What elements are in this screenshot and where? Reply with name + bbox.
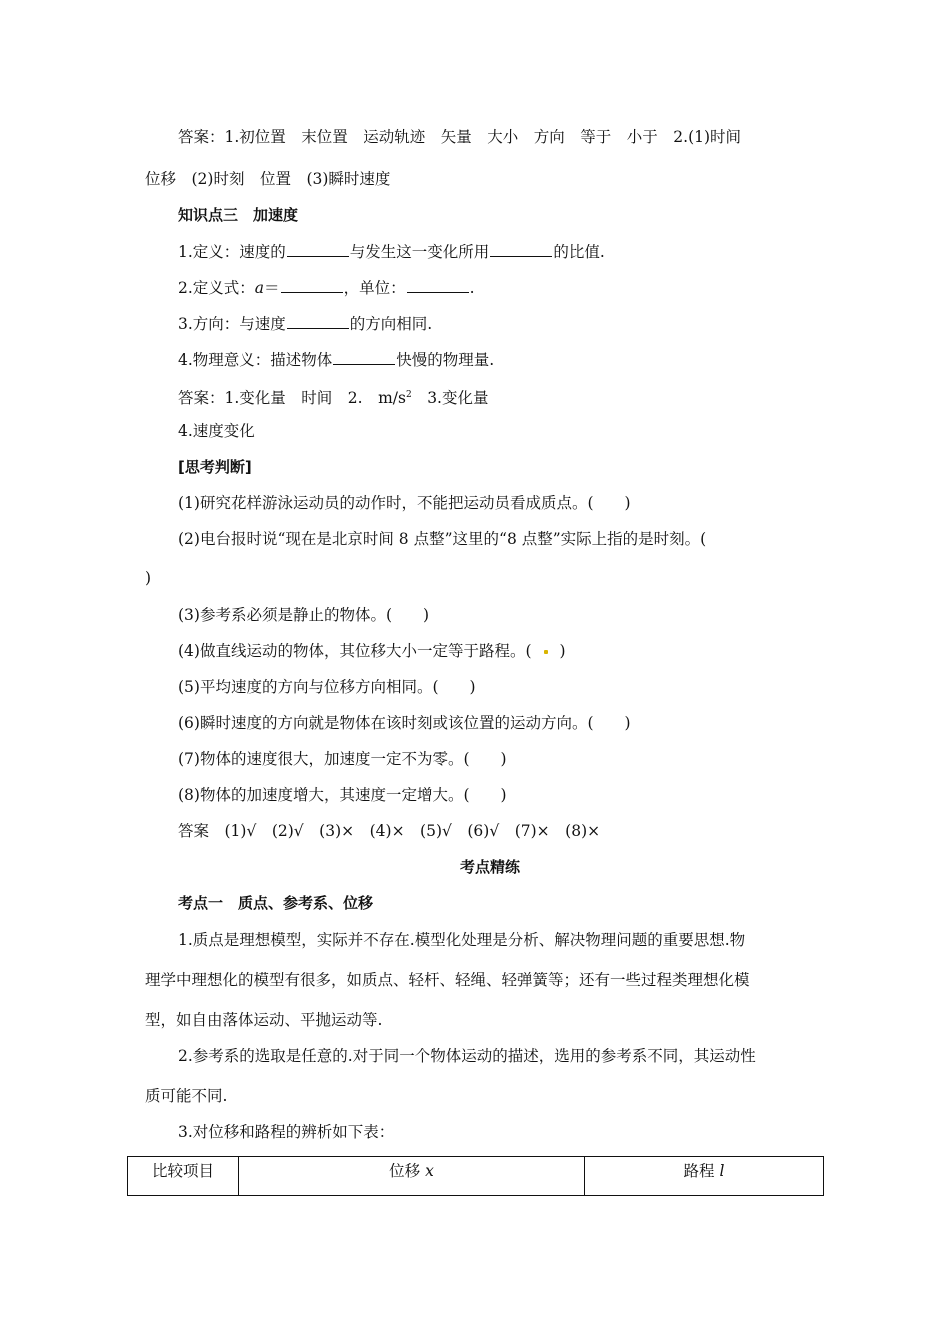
item-text: .	[469, 279, 475, 297]
header-text: 位移	[389, 1162, 426, 1180]
item-text: ，单位：	[343, 279, 406, 297]
paragraph-line: 3.对位移和路程的辨析如下表：	[178, 1123, 395, 1141]
table-header-cell: 比较项目	[128, 1157, 239, 1196]
paragraph-line: 理学中理想化的模型有很多，如质点、轻杆、轻绳、轻弹簧等；还有一些过程类理想化模	[145, 971, 750, 989]
item-text: 的比值.	[553, 243, 605, 261]
dot-mark	[544, 650, 548, 654]
question-item: (1)研究花样游泳运动员的动作时，不能把运动员看成质点。( )	[178, 494, 631, 512]
question-item: )	[145, 569, 152, 587]
question-item: (5)平均速度的方向与位移方向相同。( )	[178, 678, 476, 696]
section-title: 知识点三 加速度	[178, 206, 299, 224]
question-item: (7)物体的速度很大，加速度一定不为零。( )	[178, 750, 507, 768]
answer-line: 答案：1.初位置 末位置 运动轨迹 矢量 大小 方向 等于 小于 2.(1)时间	[178, 128, 742, 146]
table-header-cell	[239, 1157, 585, 1196]
paragraph-line: 质可能不同.	[145, 1087, 228, 1105]
question-item: (8)物体的加速度增大，其速度一定增大。( )	[178, 786, 507, 804]
header-text: 路程	[683, 1162, 720, 1180]
variable: l	[719, 1162, 725, 1180]
answer-line: 4.速度变化	[178, 422, 255, 440]
variable: x	[425, 1162, 434, 1180]
table-header-cell	[585, 1157, 824, 1196]
definition-item	[178, 241, 605, 262]
item-text: 快慢的物理量.	[396, 351, 495, 369]
question-item: (6)瞬时速度的方向就是物体在该时刻或该位置的运动方向。( )	[178, 714, 631, 732]
paragraph-line: 型，如自由落体运动、平抛运动等.	[145, 1011, 383, 1029]
fill-blank	[287, 313, 349, 329]
fill-blank	[287, 241, 349, 257]
fill-blank	[407, 277, 469, 293]
fill-blank	[333, 349, 395, 365]
question-item	[178, 641, 566, 661]
section-title: 考点一 质点、参考系、位移	[178, 894, 374, 912]
item-text: 的方向相同.	[349, 315, 433, 333]
answer-line	[178, 385, 488, 408]
formula-item	[178, 277, 475, 298]
question-item: (2)电台报时说“现在是北京时间 8 点整”这里的“8 点整”实际上指的是时刻。(	[178, 530, 707, 548]
answer-text: 答案：1.变化量 时间 2. m/s	[178, 389, 406, 408]
item-text: 3.方向：与速度	[178, 315, 286, 333]
item-text: 1.定义：速度的	[178, 243, 286, 261]
paragraph-line: 2.参考系的选取是任意的.对于同一个物体运动的描述，选用的参考系不同，其运动性	[178, 1047, 756, 1065]
item-text: 与发生这一变化所用	[349, 243, 490, 261]
variable: a	[254, 279, 265, 297]
fill-blank	[490, 241, 552, 257]
answer-line: 答案 (1)√ (2)√ (3)× (4)× (5)√ (6)√ (7)× (8)×	[178, 822, 601, 840]
fill-blank	[281, 277, 343, 293]
question-text: )	[559, 642, 566, 660]
superscript: 2	[405, 390, 412, 400]
table-row	[128, 1157, 824, 1196]
question-text: (4)做直线运动的物体，其位移大小一定等于路程。(	[178, 642, 532, 660]
item-text: ＝	[264, 279, 280, 297]
direction-item	[178, 313, 432, 334]
comparison-table	[127, 1156, 824, 1196]
paragraph-line: 1.质点是理想模型，实际并不存在.模型化处理是分析、解决物理问题的重要思想.物	[178, 931, 746, 949]
section-title: [思考判断]	[178, 458, 252, 476]
meaning-item	[178, 349, 494, 370]
question-item: (3)参考系必须是静止的物体。( )	[178, 606, 430, 624]
section-heading: 考点精练	[460, 858, 521, 876]
answer-text: 3.变化量	[411, 389, 489, 408]
answer-line: 位移 (2)时刻 位置 (3)瞬时速度	[145, 170, 391, 188]
item-text: 2.定义式：	[178, 279, 255, 297]
item-text: 4.物理意义：描述物体	[178, 351, 333, 369]
